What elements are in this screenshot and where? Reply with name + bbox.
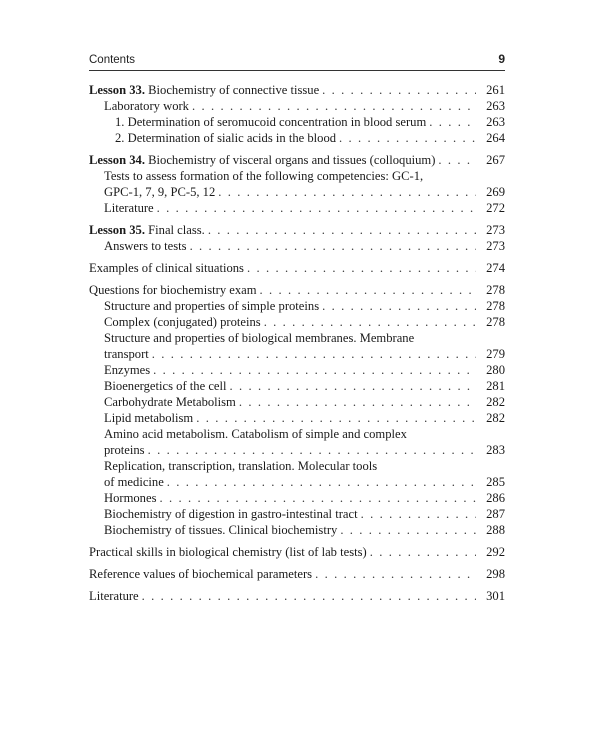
toc-page-number: 287 (486, 507, 505, 521)
toc-entry-title: Lipid metabolism (104, 411, 194, 425)
toc-page-number: 261 (486, 83, 505, 97)
toc-page-number: 288 (486, 523, 505, 537)
toc-entry[interactable] (89, 222, 505, 238)
toc-entry[interactable] (89, 442, 505, 458)
toc-entry-title: Enzymes (104, 363, 151, 377)
toc-page-number: 282 (486, 395, 505, 409)
toc-entry-title-line: Amino acid metabolism. Catabolism of simple and complex (104, 427, 407, 441)
toc-entry[interactable] (89, 152, 505, 168)
toc-entry-title-line: Structure and properties of biological membranes. Membrane (104, 331, 415, 345)
leader-dots (152, 346, 476, 362)
toc-entry[interactable] (89, 184, 505, 200)
toc-entry[interactable] (89, 200, 505, 216)
lesson-label: Lesson 34. (89, 153, 145, 167)
toc-entry[interactable] (89, 410, 505, 426)
toc-entry-title: Reference values of biochemical parameters (89, 567, 313, 581)
toc-page-number: 281 (486, 379, 505, 393)
toc-entry[interactable] (89, 282, 505, 298)
leader-dots (190, 238, 476, 254)
toc-entry[interactable] (89, 588, 505, 604)
toc-page-number: 274 (486, 261, 505, 275)
toc-entry-title: proteins (104, 443, 145, 457)
leader-dots (438, 152, 476, 168)
toc-entry[interactable] (89, 314, 505, 330)
toc-entry-title: transport (104, 347, 149, 361)
toc-page-number: 278 (486, 315, 505, 329)
header-title: Contents (89, 54, 136, 66)
toc-group-skills (89, 544, 505, 560)
leader-dots (208, 222, 476, 238)
leader-dots (192, 98, 476, 114)
toc-entry[interactable] (89, 474, 505, 490)
toc-page-number: 279 (486, 347, 505, 361)
toc-entry[interactable] (89, 544, 505, 560)
toc-entry[interactable] (89, 522, 505, 538)
leader-dots (340, 522, 476, 538)
toc-page-number: 267 (486, 153, 505, 167)
toc-entry-title: Biochemistry of tissues. Clinical biochemistry (104, 523, 338, 537)
toc-page-number: 286 (486, 491, 505, 505)
leader-dots (196, 410, 476, 426)
toc-group-literature (89, 588, 505, 604)
toc-page-number: 263 (486, 115, 505, 129)
leader-dots (142, 588, 476, 604)
toc-entry[interactable] (89, 238, 505, 254)
toc-entry-title: Biochemistry of connective tissue (148, 83, 320, 97)
toc-entry-title: Complex (conjugated) proteins (104, 315, 261, 329)
toc-page-number: 292 (486, 545, 505, 559)
toc-entry-title: GPC-1, 7, 9, PC-5, 12 (104, 185, 216, 199)
leader-dots (157, 200, 476, 216)
toc-group-reference (89, 566, 505, 582)
toc-entry[interactable] (89, 260, 505, 276)
toc-entry[interactable] (89, 82, 505, 98)
leader-dots (370, 544, 476, 560)
toc-page-number: 283 (486, 443, 505, 457)
toc-page-number: 298 (486, 567, 505, 581)
toc-group-questions (89, 282, 505, 538)
toc-entry[interactable] (89, 490, 505, 506)
toc-page-number: 273 (486, 239, 505, 253)
toc-entry-title: Hormones (104, 491, 157, 505)
toc-entry[interactable] (89, 566, 505, 582)
leader-dots (322, 298, 476, 314)
toc-entry-title: 1. Determination of seromucoid concentration in blood serum (115, 115, 427, 129)
toc-entry-title: Bioenergetics of the cell (104, 379, 227, 393)
leader-dots (239, 394, 476, 410)
leader-dots (218, 184, 476, 200)
toc-entry-title: Questions for biochemistry exam (89, 283, 257, 297)
toc-entry-title: Final class. (148, 223, 205, 237)
toc-page-number: 280 (486, 363, 505, 377)
table-of-contents (89, 82, 505, 610)
leader-dots (167, 474, 476, 490)
toc-entry[interactable] (89, 378, 505, 394)
leader-dots (260, 282, 476, 298)
toc-group-lesson-34 (89, 152, 505, 216)
toc-entry-title: Literature (104, 201, 154, 215)
toc-entry[interactable] (89, 98, 505, 114)
toc-page-number: 264 (486, 131, 505, 145)
toc-entry-title: 2. Determination of sialic acids in the blood (115, 131, 337, 145)
toc-entry-title: Answers to tests (104, 239, 187, 253)
toc-entry[interactable] (89, 346, 505, 362)
toc-entry-title-line: Tests to assess formation of the following competencies: GC-1, (104, 169, 424, 183)
toc-page-number: 278 (486, 283, 505, 297)
toc-group-lesson-33 (89, 82, 505, 146)
toc-group-lesson-35 (89, 222, 505, 254)
lesson-label: Lesson 33. (89, 83, 145, 97)
toc-page-number: 272 (486, 201, 505, 215)
toc-page-number: 285 (486, 475, 505, 489)
header-rule (89, 70, 505, 71)
toc-entry-title: Carbohydrate Metabolism (104, 395, 236, 409)
toc-entry-title-line: Replication, transcription, translation. Molecular tools (104, 459, 378, 473)
toc-group-examples (89, 260, 505, 276)
leader-dots (159, 490, 476, 506)
toc-entry-title: Laboratory work (104, 99, 189, 113)
toc-entry[interactable] (89, 298, 505, 314)
lesson-label: Lesson 35. (89, 223, 145, 237)
toc-page-number: 301 (486, 589, 505, 603)
leader-dots (148, 442, 476, 458)
toc-entry[interactable] (89, 394, 505, 410)
leader-dots (339, 130, 476, 146)
toc-page-number: 269 (486, 185, 505, 199)
leader-dots (264, 314, 476, 330)
toc-page-number: 282 (486, 411, 505, 425)
toc-entry[interactable] (89, 362, 505, 378)
toc-entry[interactable] (89, 506, 505, 522)
toc-entry-title: Biochemistry of visceral organs and tissues (colloquium) (148, 153, 436, 167)
toc-entry[interactable] (89, 130, 505, 146)
toc-entry-title: Biochemistry of digestion in gastro-intestinal tract (104, 507, 358, 521)
toc-page-number: 263 (486, 99, 505, 113)
running-header (89, 52, 505, 66)
leader-dots (153, 362, 476, 378)
leader-dots (322, 82, 476, 98)
leader-dots (230, 378, 476, 394)
leader-dots (361, 506, 476, 522)
toc-entry-title: Literature (89, 589, 139, 603)
toc-entry-title: Examples of clinical situations (89, 261, 244, 275)
header-page-number: 9 (498, 52, 505, 66)
toc-page-number: 278 (486, 299, 505, 313)
toc-entry[interactable] (89, 114, 505, 130)
toc-entry-title: Structure and properties of simple proteins (104, 299, 320, 313)
leader-dots (247, 260, 476, 276)
toc-entry-title: Practical skills in biological chemistry (list of lab tests) (89, 545, 367, 559)
leader-dots (315, 566, 476, 582)
toc-page-number: 273 (486, 223, 505, 237)
toc-entry-title: of medicine (104, 475, 164, 489)
leader-dots (429, 114, 476, 130)
